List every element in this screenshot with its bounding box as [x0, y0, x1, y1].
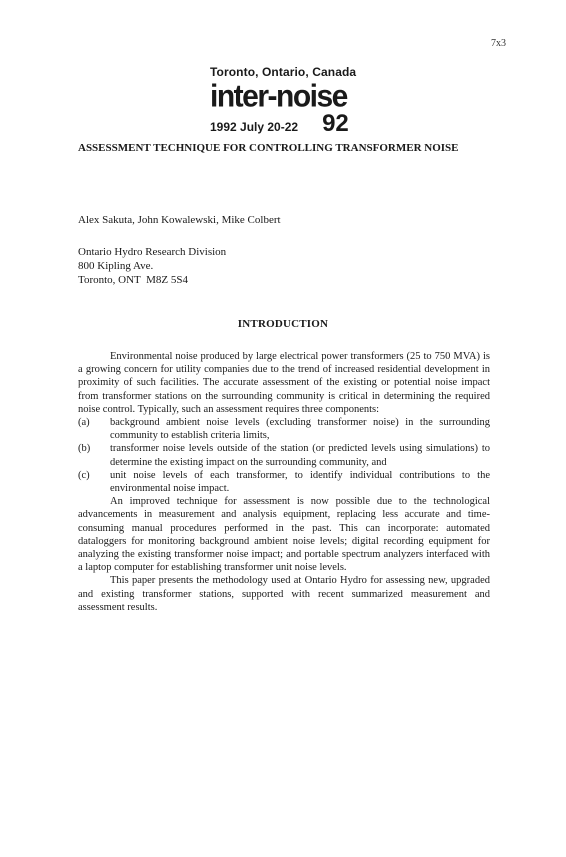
body-paragraph: Environmental noise produced by large electrical power transformers (25 to 750 MVA) is a growing concern for utility companies due to the trend of increased residential development in proximity of such facilities. The accurate assessment of the existing or potential noise impact from transformer stations on the surrounding community is critical in determining the required noise control. Typically, such an assessment requires three components: [78, 351, 490, 415]
body-paragraph: This paper presents the methodology used at Ontario Hydro for assessing new, upgraded and existing transformer stations, supported with recent summarized measurement and assessment results. [78, 575, 490, 613]
conference-date-row [210, 112, 370, 136]
introduction-body [78, 350, 490, 614]
list-item [78, 469, 490, 495]
requirements-list [78, 416, 490, 495]
conference-header [210, 65, 370, 136]
author-affiliation [78, 245, 226, 287]
body-paragraph: An improved technique for assessment is now possible due to the technological advancements in measurement and analysis equipment, replacing less accurate and time-consuming manual procedures performed in the past. This can incorporate: automated dataloggers for monitoring background ambient noise levels; digital recording equipment for analyzing the existing transformer noise impact; and portable spectrum analyzers interfaced with a laptop computer for establishing transformer unit noise levels. [78, 496, 490, 574]
list-item [78, 416, 490, 442]
list-item-text: transformer noise levels outside of the station (or predicted levels using simulations) to determine the existing impact on the surrounding community, and [110, 443, 490, 468]
list-marker: (c) [78, 469, 90, 481]
section-heading-introduction: INTRODUCTION [237, 318, 329, 330]
list-item-text: background ambient noise levels (excluding transformer noise) in the surrounding community to establish criteria limits, [110, 417, 490, 442]
conference-dates: 1992 July 20-22 [210, 120, 299, 134]
paper-authors: Alex Sakuta, John Kowalewski, Mike Colbert [78, 214, 281, 226]
conference-location: Toronto, Ontario, Canada [210, 65, 357, 79]
page-number: 7x3 [491, 38, 506, 49]
conference-year: 92 [322, 110, 349, 137]
conference-logo: inter-noise [210, 79, 347, 114]
list-marker: (b) [78, 443, 91, 455]
affiliation-line-2: 800 Kipling Ave. [78, 260, 154, 272]
list-item [78, 442, 490, 468]
list-item-text: unit noise levels of each transformer, to identify individual contributions to the environmental noise impact. [110, 469, 490, 495]
paper-title: ASSESSMENT TECHNIQUE FOR CONTROLLING TRANSFORMER NOISE [78, 142, 459, 154]
list-marker: (a) [78, 417, 90, 429]
affiliation-line-1: Ontario Hydro Research Division [78, 246, 227, 258]
affiliation-line-3: Toronto, ONT M8Z 5S4 [78, 274, 188, 286]
